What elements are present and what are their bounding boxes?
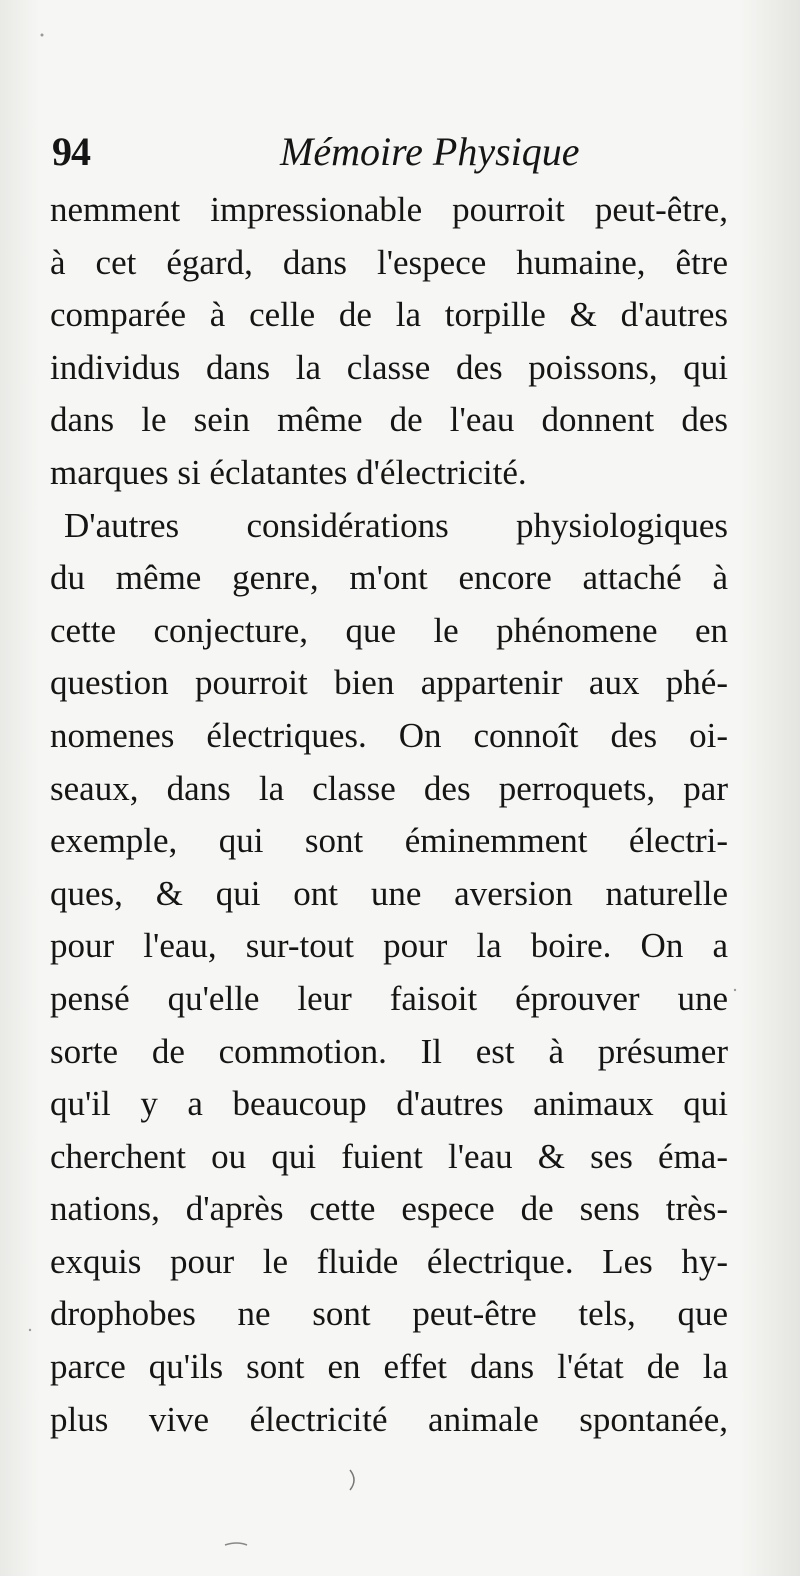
text-line: plus vive électricité animale spontanée, xyxy=(50,1399,728,1439)
text-line: exquis pour le fluide électrique. Les hy- xyxy=(50,1241,728,1281)
text-line: sorte de commotion. Il est à présumer xyxy=(50,1031,728,1071)
text-line: qu'il y a beaucoup d'autres animaux qui xyxy=(50,1084,728,1124)
text-line: nomenes électriques. On connoît des oi- xyxy=(50,715,728,755)
text-line: question pourroit bien appartenir aux phé- xyxy=(50,663,728,703)
text-line: nemment impressionable pourroit peut-être, xyxy=(50,190,728,229)
running-title: Mémoire Physique xyxy=(280,129,580,174)
text-line: cette conjecture, que le phénomene en xyxy=(50,610,728,650)
text-line: marques si éclatantes d'électricité. xyxy=(50,452,527,492)
text-line: pour l'eau, sur-tout pour la boire. On a xyxy=(50,926,728,966)
page-number: 94 xyxy=(52,129,90,174)
text-line: seaux, dans la classe des perroquets, par xyxy=(50,768,728,808)
text-line: pensé qu'elle leur faisoit éprouver une xyxy=(50,978,728,1018)
text-line: nations, d'après cette espece de sens très- xyxy=(50,1189,728,1229)
body-text xyxy=(50,184,728,1446)
text-line: drophobes ne sont peut-être tels, que xyxy=(50,1294,728,1334)
text-line: parce qu'ils sont en effet dans l'état de la xyxy=(50,1347,728,1387)
text-line: dans le sein même de l'eau donnent des xyxy=(50,400,728,440)
text-line: cherchent ou qui fuient l'eau & ses éma- xyxy=(50,1136,728,1176)
text-line: exemple, qui sont éminemment électri- xyxy=(50,821,728,861)
text-line: à cet égard, dans l'espece humaine, être xyxy=(50,242,728,282)
text-line: ques, & qui ont une aversion naturelle xyxy=(50,873,728,913)
text-line: D'autres considérations physiologiques xyxy=(64,505,728,545)
text-line: du même genre, m'ont encore attaché à xyxy=(50,558,728,598)
text-line: comparée à celle de la torpille & d'autres xyxy=(50,295,728,335)
page-header xyxy=(50,128,750,188)
text-line: individus dans la classe des poissons, qui xyxy=(50,347,728,387)
